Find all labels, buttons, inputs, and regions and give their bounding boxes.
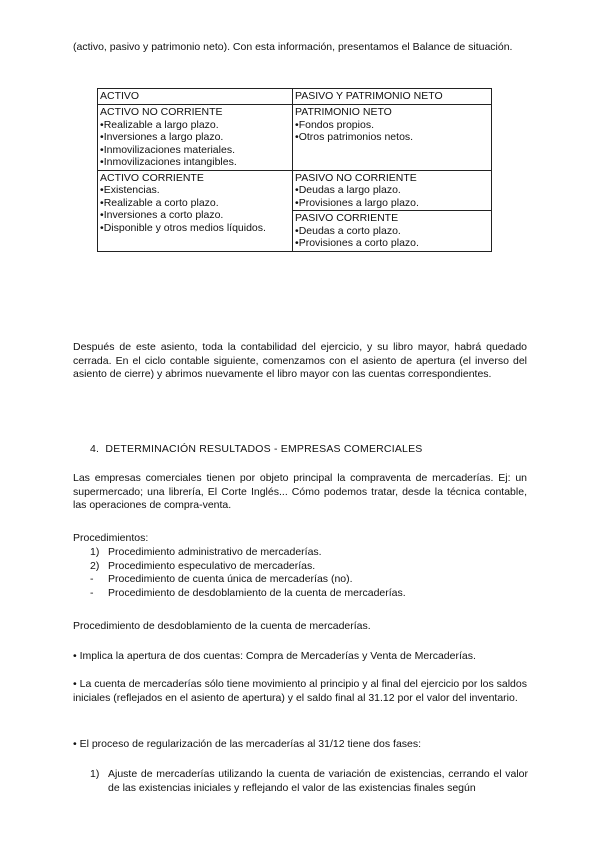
header-pasivo-pn: PASIVO Y PATRIMONIO NETO: [293, 89, 492, 105]
list-item: 1) Ajuste de mercaderías utilizando la cuenta de variación de existencias, cerrando el valor de las existencias iniciales y reflejando el valor de las existencias finales según: [90, 768, 528, 794]
cell-pasivo-no-corriente: [293, 170, 492, 211]
list-item: • Inmovilizaciones materiales.: [100, 144, 290, 157]
cell-pasivo-corriente: [293, 211, 492, 252]
list-marker: 1): [90, 768, 100, 780]
header-activo: ACTIVO: [98, 89, 293, 105]
list-item: • Inversiones a corto plazo.: [100, 209, 290, 222]
list-item: 2) Procedimiento especulativo de mercaderías.: [90, 559, 316, 572]
procedimientos-label: Procedimientos:: [73, 532, 149, 544]
list-item: • Otros patrimonios netos.: [295, 131, 489, 144]
activo-corriente-list: [100, 184, 290, 234]
list-item: • Inmovilizaciones intangibles.: [100, 156, 290, 169]
list-item: • Provisiones a corto plazo.: [295, 237, 489, 250]
pasivo-corriente-title: PASIVO CORRIENTE: [295, 212, 399, 224]
list-marker: -: [90, 573, 94, 585]
cell-activo-corriente: [98, 170, 293, 251]
list-marker: -: [90, 586, 94, 599]
cell-patrimonio-neto: [293, 105, 492, 171]
pasivo-corriente-list: [295, 225, 489, 250]
pasivo-no-corriente-title: PASIVO NO CORRIENTE: [295, 171, 417, 184]
desdoblamiento-paragraph: Procedimiento de desdoblamiento de la cuenta de mercaderías.: [73, 620, 371, 632]
section-heading: [90, 443, 422, 457]
list-item: - Procedimiento de desdoblamiento de la cuenta de mercaderías.: [90, 586, 406, 599]
activo-corriente-title: ACTIVO CORRIENTE: [100, 171, 204, 184]
list-marker: 1): [90, 546, 100, 558]
intro-paragraph: (activo, pasivo y patrimonio neto). Con esta información, presentamos el Balance de situación.: [73, 41, 513, 53]
list-item: • Inversiones a largo plazo.: [100, 131, 290, 144]
proceso-paragraph: • El proceso de regularización de las mercaderías al 31/12 tiene dos fases:: [73, 738, 422, 750]
list-item: • Deudas a corto plazo.: [295, 225, 489, 238]
patrimonio-neto-title: PATRIMONIO NETO: [295, 106, 392, 118]
pasivo-no-corriente-list: [295, 184, 489, 209]
procedimientos-list: [90, 546, 530, 600]
list-item: - Procedimiento de cuenta única de mercaderías (no).: [90, 573, 353, 585]
list-item: • Realizable a largo plazo.: [100, 119, 290, 132]
list-item: • Existencias.: [100, 184, 290, 197]
activo-no-corriente-title: ACTIVO NO CORRIENTE: [100, 106, 223, 118]
list-marker: 2): [90, 559, 100, 572]
list-item: • Realizable a corto plazo.: [100, 197, 290, 210]
list-item: • Provisiones a largo plazo.: [295, 197, 489, 210]
cell-activo-no-corriente: [98, 105, 293, 171]
section-number: 4.: [90, 443, 100, 455]
list-item: • Disponible y otros medios líquidos.: [100, 222, 290, 235]
list-item: 1) Procedimiento administrativo de mercaderías.: [90, 546, 322, 558]
cuenta-paragraph: • La cuenta de mercaderías sólo tiene movimiento al principio y al final del ejercicio por los saldos iniciales (reflejados en el asiento de apertura) y el saldo final al 31.12 por el valor del inventario.: [73, 678, 527, 704]
empresas-paragraph: Las empresas comerciales tienen por objeto principal la compraventa de mercaderías. Ej: un supermercado; una librería, El Corte Inglés... Cómo podemos tratar, desde la técnica contable, las operaciones de compra-venta.: [73, 472, 527, 511]
list-item: • Fondos propios.: [295, 119, 489, 132]
balance-table: [97, 88, 492, 252]
fases-list: [90, 768, 528, 795]
activo-no-corriente-list: [100, 119, 290, 169]
section-title: DETERMINACIÓN RESULTADOS - EMPRESAS COMERCIALES: [105, 443, 423, 455]
patrimonio-neto-list: [295, 119, 489, 144]
cierre-paragraph: Después de este asiento, toda la contabilidad del ejercicio, y su libro mayor, habrá quedado cerrada. En el ciclo contable siguiente, comenzamos con el asiento de apertura (el inverso del asiento de cierre) y abrimos nuevamente el libro mayor con las cuentas correspondientes.: [73, 341, 527, 380]
implica-paragraph: • Implica la apertura de dos cuentas: Compra de Mercaderías y Venta de Mercaderías.: [73, 650, 476, 662]
list-item: • Deudas a largo plazo.: [295, 184, 489, 197]
